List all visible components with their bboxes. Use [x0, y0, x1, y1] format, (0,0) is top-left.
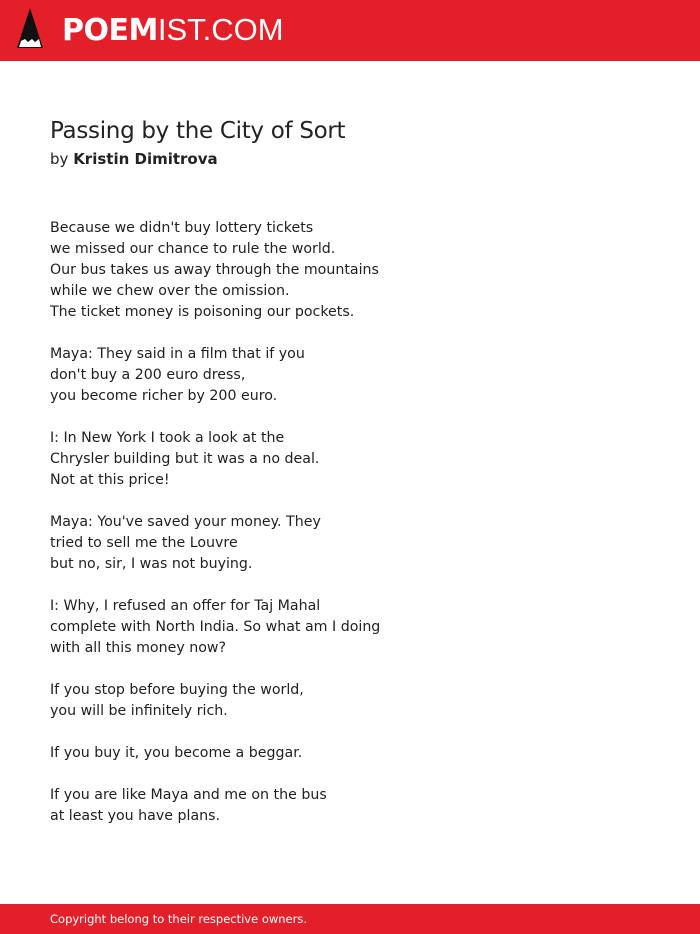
poem-line: Maya: You've saved your money. They [50, 514, 321, 530]
logo-text-bold: POEM [62, 13, 158, 48]
stanza [50, 428, 650, 491]
poem-line: with all this money now? [50, 640, 227, 656]
poem-line: we missed our chance to rule the world. [50, 241, 336, 257]
poem-line: If you buy it, you become a beggar. [50, 745, 303, 761]
site-header [0, 0, 700, 61]
stanza [50, 785, 650, 827]
logo-text-light: IST.COM [157, 12, 284, 47]
site-footer [0, 904, 700, 934]
poem-line: while we chew over the omission. [50, 283, 290, 299]
poem-line: you will be infinitely rich. [50, 703, 228, 719]
poem-line: you become richer by 200 euro. [50, 388, 278, 404]
by-label: by [50, 150, 69, 168]
poem-line: Chrysler building but it was a no deal. [50, 451, 320, 467]
poem-line: The ticket money is poisoning our pockets. [50, 304, 355, 320]
poem-byline [50, 148, 218, 170]
poem-title: Passing by the City of Sort [50, 118, 346, 144]
site-logo[interactable] [62, 10, 284, 51]
poem-line: but no, sir, I was not buying. [50, 556, 253, 572]
poem-line: If you are like Maya and me on the bus [50, 787, 327, 803]
poem-line: don't buy a 200 euro dress, [50, 367, 246, 383]
stanza [50, 218, 650, 323]
poem-line: Our bus takes us away through the mountains [50, 262, 379, 278]
stanza [50, 743, 650, 764]
poem-line: tried to sell me the Louvre [50, 535, 238, 551]
pencil-logo-icon[interactable] [17, 8, 43, 52]
poem-line: Because we didn't buy lottery tickets [50, 220, 314, 236]
poem-line: Not at this price! [50, 472, 170, 488]
copyright-notice: Copyright belong to their respective owners. [50, 912, 308, 926]
poem-line: I: Why, I refused an offer for Taj Mahal [50, 598, 321, 614]
poem-body [50, 218, 650, 848]
poem-line: If you stop before buying the world, [50, 682, 304, 698]
poem-line: complete with North India. So what am I doing [50, 619, 381, 635]
author-name: Kristin Dimitrova [73, 150, 218, 168]
stanza [50, 344, 650, 407]
poem-line: Maya: They said in a film that if you [50, 346, 305, 362]
stanza [50, 596, 650, 659]
stanza [50, 680, 650, 722]
poem-line: at least you have plans. [50, 808, 221, 824]
poem-line: I: In New York I took a look at the [50, 430, 285, 446]
stanza [50, 512, 650, 575]
